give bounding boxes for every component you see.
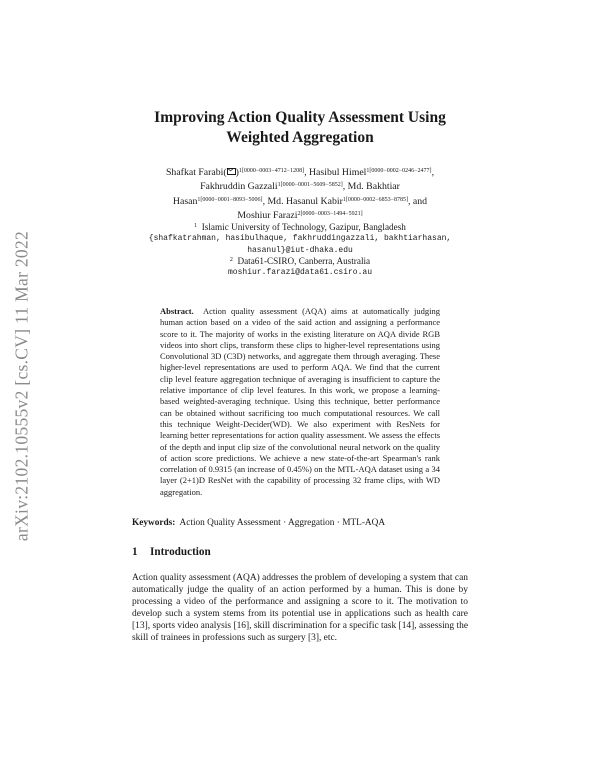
author-orcid: 1[0000−0002−0246−2477] <box>366 168 432 174</box>
paper-title <box>132 108 468 148</box>
author-name: Hasan <box>172 195 198 207</box>
abstract-label: Abstract. <box>160 306 194 316</box>
abstract-text: Action quality assessment (AQA) aims at automatically judging human action based on a video of the said action and assigning a performance score to it. The majority of works in the existing literature on AQA divide RGB videos into short clips, transform these clips to higher-level representations using Convolutional 3D (C3D) networks, and aggregate them through averaging. These higher-level representations are used to perform AQA. We find that the current clip level feature aggregation technique of averaging is insufficient to capture the relative importance of clip level features. In this work, we propose a learning-based weighted-averaging technique. Using this technique, better performance can be obtained without sacrificing too much computational resources. We call this technique Weight-Decider(WD). We also experiment with ResNets for learning better representations for action quality assessment. We assess the effects of the depth and input clip size of the convolutional neural network on the quality of action score predictions. We achieve a new state-of-the-art Spearman's rank correlation of 0.9315 (an increase of 0.45%) on the MTL-AQA dataset using a 34 layer (2+1)D ResNet with the capability of processing 32 frame clips, with WD aggregation. <box>160 306 441 497</box>
section-number: 1 <box>132 546 138 558</box>
arxiv-identifier: arXiv:2102.10555v2 [cs.CV] 11 Mar 2022 <box>11 230 32 542</box>
author-line-1: Shafkat Farabi( )$^{1[0000-0003-4712-1208]}$, Hasibul Himel$^{1[0000-0002-0246-2477]}$, <box>165 167 435 178</box>
email-line-1[interactable]: {shafkatrahman, hasibulhaque, fakhruddingazzali, bakhtiarhasan, <box>148 234 452 244</box>
author-line-3: Hasan$^{1[0000-0001-8093-5006]}$, Md. Hasanul Kabir$^{1[0000-0002-6853-8785]}$, and <box>172 195 428 207</box>
author-orcid: 1[0000−0001−8093−5006] <box>197 196 263 203</box>
author-name: Md. Hasanul Kabir <box>267 195 343 207</box>
author-name: Md. Bakhtiar <box>347 181 400 193</box>
title-line-1: Improving Action Quality Assessment Using <box>154 109 446 126</box>
author-name: Hasibul Himel <box>308 167 367 178</box>
intro-paragraph: Action quality assessment (AQA) addresses the problem of developing a system that can automatically judge the quality of an action performed by a human. This is done by processing a video of the performance and assigning a score to it. The motivation to develop such a system stems from its potential use in applications such as health care [13], sports video analysis [16], skill discrimination for a specific task [14], assessing the skill of trainees in professions such as surgery [3], etc. <box>132 573 469 644</box>
affiliation-name: Data61-CSIRO, Canberra, Australia <box>237 255 371 266</box>
author-line-2: Fakhruddin Gazzali$^{1[0000-0001-5609-5852]}$, Md. Bakhtiar <box>200 181 400 193</box>
keywords-text: Action Quality Assessment · Aggregation · MTL-AQA <box>179 518 386 528</box>
author-name: Fakhruddin Gazzali <box>200 181 278 193</box>
author-and: and <box>412 195 428 207</box>
section-heading <box>132 546 468 558</box>
author-orcid: 1[0000−0002−6853−8785] <box>342 196 408 203</box>
affiliation-2 <box>132 256 468 267</box>
author-name: Shafkat Farabi <box>165 167 224 178</box>
affiliation-marker: 1 <box>194 223 198 229</box>
author-list <box>132 166 468 224</box>
keywords-label: Keywords: <box>132 518 176 528</box>
author-orcid: 1[0000−0001−5609−5852] <box>277 182 343 189</box>
author-orcid: 1[0000−0003−4712−1208] <box>238 168 305 174</box>
title-line-2: Weighted Aggregation <box>226 129 374 146</box>
affiliations <box>132 222 468 278</box>
abstract <box>160 306 440 498</box>
keywords <box>132 518 468 528</box>
email-line-2[interactable]: hasanul}@iut-dhaka.edu <box>247 245 353 255</box>
author-name: Moshiur Farazi <box>237 210 298 222</box>
author-orcid: 2[0000−0003−1494−5921] <box>297 211 363 218</box>
email-line-3[interactable]: moshiur.farazi@data61.csiro.au <box>227 268 373 278</box>
affiliation-name: Islamic University of Technology, Gazipur, Bangladesh <box>201 222 406 232</box>
envelope-icon <box>227 168 236 175</box>
affiliation-1 <box>132 222 468 233</box>
section-title: Introduction <box>150 546 211 558</box>
affiliation-marker: 2 <box>229 256 233 263</box>
